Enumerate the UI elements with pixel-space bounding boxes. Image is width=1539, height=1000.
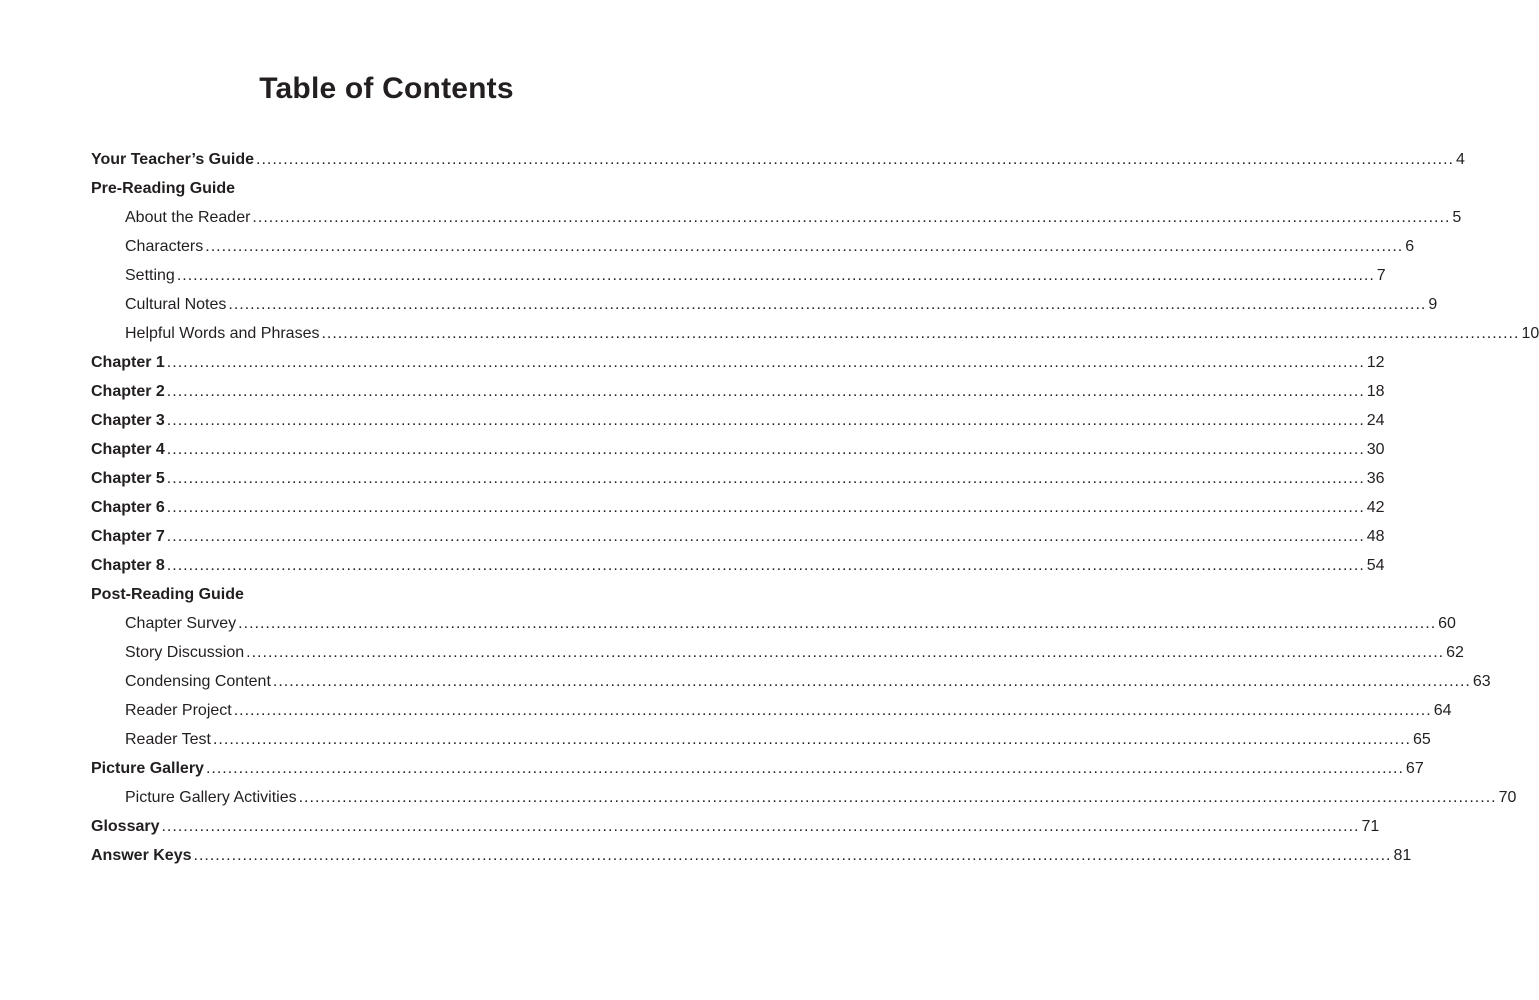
toc-page-number: 65: [1412, 730, 1431, 748]
toc-subsection-row: [91, 783, 1517, 812]
dot-leader: ............................................................................................................................................................................................................................: [166, 469, 1365, 487]
toc-page-number: 64: [1433, 701, 1452, 719]
dot-leader: ............................................................................................................................................................................................................................: [298, 788, 1497, 806]
toc-page-number: 54: [1366, 556, 1385, 574]
toc-entry-label: Reader Project: [125, 701, 232, 719]
dot-leader: ............................................................................................................................................................................................................................: [166, 353, 1365, 371]
toc-entry-label: Story Discussion: [125, 643, 245, 661]
toc-page-number: 4: [1455, 150, 1465, 168]
toc-entry-label: Chapter Survey: [125, 614, 237, 632]
toc-entry-label: Your Teacher’s Guide: [91, 150, 255, 168]
toc-entry-label: Characters: [125, 237, 204, 255]
toc-entry-label: Condensing Content: [125, 672, 271, 690]
toc-section-row: [91, 435, 1385, 464]
toc-section-row: [91, 464, 1385, 493]
dot-leader: ............................................................................................................................................................................................................................: [166, 440, 1365, 458]
page-title: Table of Contents: [259, 72, 514, 105]
toc-page-number: 5: [1452, 208, 1462, 226]
toc-section-row: [91, 812, 1380, 841]
toc-page-number: 71: [1361, 817, 1380, 835]
toc-subsection-row: [91, 696, 1452, 725]
toc-entry-label: Chapter 4: [91, 440, 165, 458]
toc-subsection-row: [91, 638, 1464, 667]
toc-subsection-row: [91, 319, 1539, 348]
toc-section-row: [91, 754, 1424, 783]
dot-leader: ............................................................................................................................................................................................................................: [272, 672, 1471, 690]
toc-entry-label: Chapter 6: [91, 498, 165, 516]
toc-section-row: [91, 493, 1385, 522]
toc-page-number: 48: [1366, 527, 1385, 545]
dot-leader: ............................................................................................................................................................................................................................: [176, 266, 1375, 284]
toc-subsection-row: [91, 725, 1431, 754]
toc-page-number: 67: [1405, 759, 1424, 777]
toc-page-number: 42: [1366, 498, 1385, 516]
dot-leader: ............................................................................................................................................................................................................................: [166, 411, 1365, 429]
dot-leader: ............................................................................................................................................................................................................................: [161, 817, 1360, 835]
toc-subsection-row: [91, 232, 1415, 261]
toc-page-number: 62: [1446, 643, 1464, 661]
toc-page-number: 6: [1405, 237, 1415, 255]
toc-entry-label: Chapter 2: [91, 382, 165, 400]
toc-page-number: 7: [1376, 266, 1386, 284]
toc-section-row: [91, 522, 1385, 551]
toc-entry-label: Helpful Words and Phrases: [125, 324, 320, 342]
toc-entry-label: Cultural Notes: [125, 295, 227, 313]
dot-leader: ............................................................................................................................................................................................................................: [256, 150, 1454, 168]
toc-entry-label: Picture Gallery Activities: [125, 788, 297, 806]
toc-entry-label: Answer Keys: [91, 846, 192, 864]
dot-leader: ............................................................................................................................................................................................................................: [252, 208, 1451, 226]
toc-entry-label: Chapter 5: [91, 469, 165, 487]
toc-entry-label: Pre-Reading Guide: [91, 179, 236, 197]
toc-entry-label: Picture Gallery: [91, 759, 204, 777]
dot-leader: ............................................................................................................................................................................................................................: [321, 324, 1520, 342]
toc-entry-label: Setting: [125, 266, 175, 284]
dot-leader: ............................................................................................................................................................................................................................: [205, 759, 1404, 777]
toc-section-row: [91, 406, 1385, 435]
dot-leader: ............................................................................................................................................................................................................................: [166, 382, 1365, 400]
toc-section-row: [91, 348, 1385, 377]
toc-entry-label: Chapter 3: [91, 411, 165, 429]
toc-page-number: 60: [1438, 614, 1456, 632]
dot-leader: ............................................................................................................................................................................................................................: [166, 527, 1365, 545]
dot-leader: ............................................................................................................................................................................................................................: [212, 730, 1411, 748]
toc-page-number: 9: [1428, 295, 1438, 313]
toc-section-row: [91, 145, 1465, 174]
table-of-contents: [91, 145, 1539, 870]
toc-page-number: 12: [1366, 353, 1385, 371]
toc-section-row: [91, 841, 1412, 870]
dot-leader: ............................................................................................................................................................................................................................: [166, 498, 1365, 516]
toc-page-number: 30: [1366, 440, 1385, 458]
toc-page-number: 10: [1521, 324, 1539, 342]
dot-leader: ............................................................................................................................................................................................................................: [238, 614, 1437, 632]
toc-page-number: 18: [1366, 382, 1385, 400]
toc-page-number: 36: [1366, 469, 1385, 487]
dot-leader: ............................................................................................................................................................................................................................: [166, 556, 1365, 574]
toc-section-row: [91, 377, 1385, 406]
toc-entry-label: Chapter 1: [91, 353, 165, 371]
dot-leader: ............................................................................................................................................................................................................................: [228, 295, 1427, 313]
toc-entry-label: About the Reader: [125, 208, 251, 226]
toc-page-number: 81: [1393, 846, 1412, 864]
toc-page-number: 24: [1366, 411, 1385, 429]
toc-entry-label: Reader Test: [125, 730, 211, 748]
toc-subsection-row: [91, 609, 1456, 638]
toc-subsection-row: [91, 203, 1462, 232]
toc-entry-label: Post-Reading Guide: [91, 585, 244, 603]
dot-leader: ............................................................................................................................................................................................................................: [205, 237, 1404, 255]
toc-entry-label: Chapter 7: [91, 527, 165, 545]
toc-entry-label: Chapter 8: [91, 556, 165, 574]
toc-section-row: [91, 174, 683, 203]
dot-leader: ............................................................................................................................................................................................................................: [233, 701, 1432, 719]
toc-subsection-row: [91, 290, 1438, 319]
toc-subsection-row: [91, 261, 1386, 290]
toc-section-row: [91, 551, 1385, 580]
toc-subsection-row: [91, 667, 1491, 696]
dot-leader: ............................................................................................................................................................................................................................: [193, 846, 1392, 864]
toc-section-row: [91, 580, 683, 609]
dot-leader: ............................................................................................................................................................................................................................: [246, 643, 1445, 661]
toc-page-number: 63: [1472, 672, 1491, 690]
toc-entry-label: Glossary: [91, 817, 160, 835]
toc-page-number: 70: [1498, 788, 1517, 806]
